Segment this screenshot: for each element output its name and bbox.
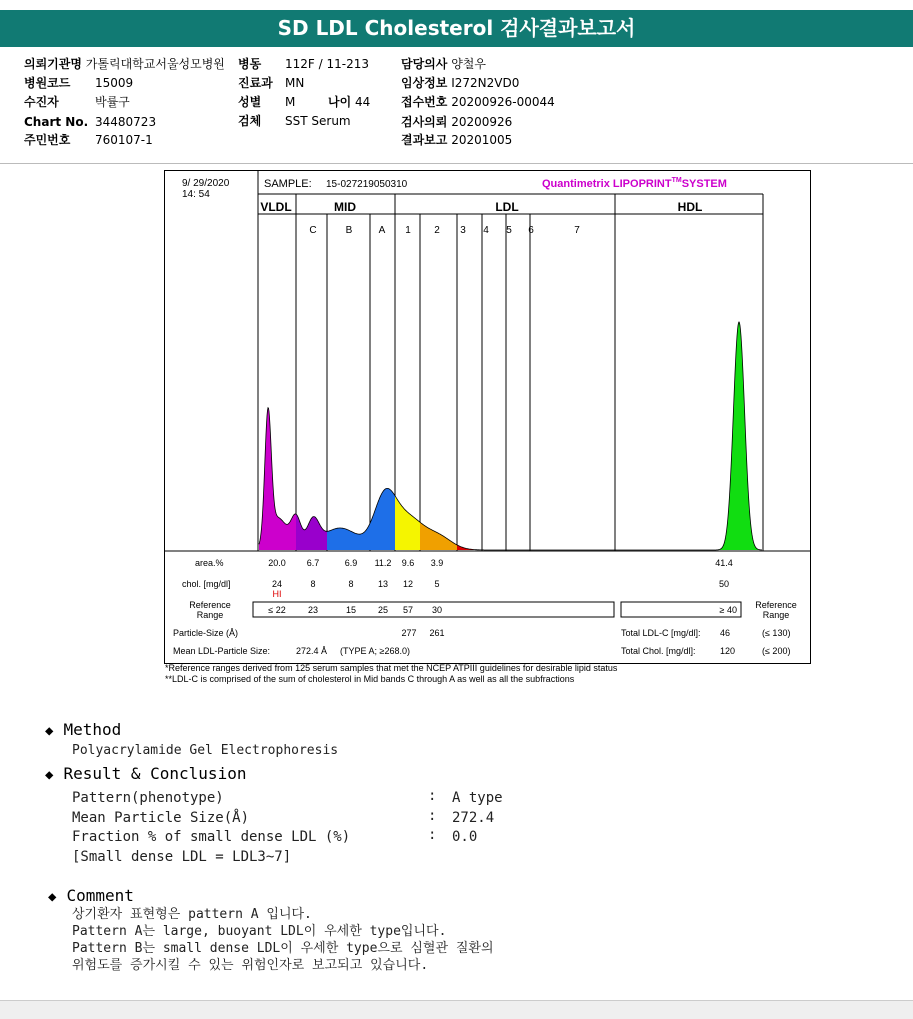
dept-value: MN — [285, 76, 305, 90]
band-label-6: 6 — [528, 225, 534, 236]
chol-label: chol. [mg/dl] — [182, 579, 231, 589]
total-ldl-label: Total LDL-C [mg/dl]: — [621, 628, 701, 638]
hospital-value: 가톨릭대학교서울성모병원 — [85, 57, 225, 71]
ref-label-right-2: Range — [762, 610, 790, 620]
area-value: 11.2 — [374, 558, 392, 568]
code-value: 15009 — [95, 76, 134, 90]
total-chol-label: Total Chol. [mg/dl]: — [621, 646, 696, 656]
result-note: [Small dense LDL = LDL3~7] — [72, 849, 292, 865]
chol-value: 12 — [402, 579, 414, 589]
trace-fill-mid-b — [327, 523, 370, 550]
chol-value: 8 — [310, 579, 316, 589]
doctor-label: 담당의사 — [401, 57, 448, 71]
group-label-hdl: HDL — [677, 200, 703, 214]
divider — [0, 163, 913, 164]
request-value: 20200926 — [451, 115, 513, 129]
receipt-label: 접수번호 — [401, 95, 448, 109]
hi-flag: HI — [272, 589, 282, 599]
mean-note: (TYPE A; ≥268.0) — [340, 646, 410, 656]
trace-fill-mid-c — [296, 514, 327, 550]
area-value: 6.7 — [306, 558, 320, 568]
area-label: area.% — [195, 558, 224, 568]
result-heading — [45, 764, 246, 783]
particle-label: Particle-Size (Å) — [173, 628, 239, 638]
chol-row — [272, 579, 729, 589]
band-dividers — [258, 194, 763, 551]
lipoprint-report — [164, 170, 811, 664]
diamond-bullet-icon: ◆ — [45, 723, 54, 739]
trace-fill-hdl — [685, 322, 762, 550]
comment-line: Pattern B는 small dense LDL이 우세한 type으로 심혈관 질환의 — [72, 941, 494, 956]
specimen-value: SST Serum — [285, 114, 351, 128]
area-value: 9.6 — [401, 558, 415, 568]
trace-fill-ldl-1 — [395, 496, 420, 550]
band-label-a: A — [378, 225, 386, 236]
result-sep-fraction: : — [428, 827, 437, 843]
area-value: 20.0 — [268, 558, 286, 568]
code-label: 병원코드 — [24, 76, 71, 90]
group-label-vldl: VLDL — [260, 200, 292, 214]
total-ldl-ref: (≤ 130) — [762, 628, 791, 638]
specimen-label: 검체 — [238, 114, 262, 128]
group-label-ldl: LDL — [495, 200, 519, 214]
ref-value: 30 — [431, 605, 443, 615]
result-value-pattern: A type — [452, 790, 503, 806]
method-title: Method — [63, 720, 122, 739]
band-label-b: B — [345, 225, 353, 236]
particle-ldl1: 277 — [401, 628, 417, 638]
band-label-5: 5 — [506, 225, 512, 236]
brand-logo: Quantimetrix LIPOPRINT™SYSTEM — [542, 177, 727, 190]
rrn-label: 주민번호 — [24, 133, 71, 147]
sex-value: M — [285, 95, 296, 109]
page-bottom-edge — [0, 1000, 913, 1019]
sample-label: SAMPLE: — [264, 178, 312, 190]
request-label: 검사의뢰 — [401, 115, 448, 129]
patient-label: 수진자 — [24, 95, 59, 109]
ref-label-2: Range — [196, 610, 224, 620]
chol-value: 13 — [377, 579, 389, 589]
report-date: 9/ 29/2020 — [182, 178, 230, 189]
chol-value: 5 — [434, 579, 440, 589]
ref-label-1: Reference — [189, 600, 231, 610]
rrn-value: 760107-1 — [95, 133, 153, 147]
trace-outline — [259, 322, 762, 550]
chol-value: 24 — [271, 579, 283, 589]
clinical-label: 임상정보 — [401, 76, 448, 90]
mean-label: Mean LDL-Particle Size: — [173, 646, 271, 656]
area-value: 6.9 — [344, 558, 358, 568]
area-value: 41.4 — [715, 558, 733, 568]
densitometry-trace — [259, 322, 762, 550]
result-label-pattern: Pattern(phenotype) — [72, 790, 224, 806]
band-label-3: 3 — [460, 225, 466, 236]
comment-line: 상기환자 표현형은 pattern A 입니다. — [72, 907, 312, 922]
result-value-fraction: 0.0 — [452, 829, 478, 845]
band-label-4: 4 — [483, 225, 489, 236]
result-label-size: Mean Particle Size(Å) — [72, 810, 250, 826]
chart-value: 34480723 — [95, 115, 157, 129]
ref-hdl-value: ≥ 40 — [719, 605, 737, 615]
reportdate-label: 결과보고 — [401, 133, 448, 147]
chol-value: 8 — [348, 579, 354, 589]
footnote-1: *Reference ranges derived from 125 serum samples that met the NCEP ATPIII guidelines for desirable lipid status — [165, 663, 618, 673]
lipoprint-chart — [165, 171, 810, 663]
ref-value: 25 — [377, 605, 389, 615]
receipt-value: 20200926-00044 — [451, 95, 555, 109]
comment-title: Comment — [66, 886, 134, 905]
result-sep-size: : — [428, 808, 437, 824]
total-ldl-value: 46 — [720, 628, 731, 638]
result-label-fraction: Fraction % of small dense LDL (%) — [72, 829, 351, 845]
doctor-value: 양철우 — [451, 57, 486, 71]
comment-line: Pattern A는 large, buoyant LDL이 우세한 type입니다. — [72, 924, 447, 939]
group-label-mid: MID — [334, 200, 356, 214]
ref-value: 15 — [345, 605, 357, 615]
result-value-size: 272.4 — [452, 810, 495, 826]
comment-heading — [48, 886, 134, 905]
age-label: 나이 — [328, 95, 352, 109]
report-time: 14: 54 — [182, 189, 210, 200]
chart-label: Chart No. — [24, 115, 89, 129]
sample-value: 15-027219050310 — [326, 179, 408, 190]
particle-ldl2: 261 — [429, 628, 445, 638]
chol-value: 50 — [718, 579, 730, 589]
ref-value: 57 — [402, 605, 414, 615]
age-value: 44 — [355, 95, 371, 109]
comment-line: 위험도를 증가시킬 수 있는 위험인자로 보고되고 있습니다. — [72, 958, 429, 973]
ref-value: ≤ 22 — [268, 605, 286, 615]
ward-label: 병동 — [238, 57, 262, 71]
report-title: SD LDL Cholesterol 검사결과보고서 — [0, 10, 913, 47]
comment-body — [72, 906, 494, 974]
band-label-2: 2 — [434, 225, 440, 236]
area-value: 3.9 — [430, 558, 444, 568]
band-label-7: 7 — [574, 225, 580, 236]
mean-value: 272.4 Å — [296, 646, 328, 656]
diamond-bullet-icon: ◆ — [48, 889, 57, 905]
band-label-c: C — [309, 225, 317, 236]
ward-value: 112F / 11-213 — [285, 57, 369, 71]
ref-label-right-1: Reference — [755, 600, 797, 610]
band-labels — [309, 225, 580, 236]
reportdate-value: 20201005 — [451, 133, 513, 147]
ref-row — [268, 605, 442, 615]
dept-label: 진료과 — [238, 76, 273, 90]
method-text: Polyacrylamide Gel Electrophoresis — [72, 743, 339, 758]
area-row — [268, 558, 733, 568]
patient-value: 박률구 — [95, 95, 130, 109]
total-chol-ref: (≤ 200) — [762, 646, 791, 656]
diamond-bullet-icon: ◆ — [45, 767, 54, 783]
total-chol-value: 120 — [720, 646, 736, 656]
footnote-2: **LDL-C is comprised of the sum of cholesterol in Mid bands C through A as well as all the subfractions — [165, 674, 575, 684]
result-title: Result & Conclusion — [63, 764, 247, 783]
result-sep-pattern: : — [428, 788, 437, 804]
hospital-label: 의뢰기관명 — [24, 57, 82, 71]
method-heading — [45, 720, 121, 739]
ref-value: 23 — [307, 605, 319, 615]
clinical-value: I272N2VD0 — [451, 76, 520, 90]
band-label-1: 1 — [405, 225, 411, 236]
sex-label: 성별 — [238, 95, 262, 109]
trace-fill-mid-a — [370, 488, 395, 550]
